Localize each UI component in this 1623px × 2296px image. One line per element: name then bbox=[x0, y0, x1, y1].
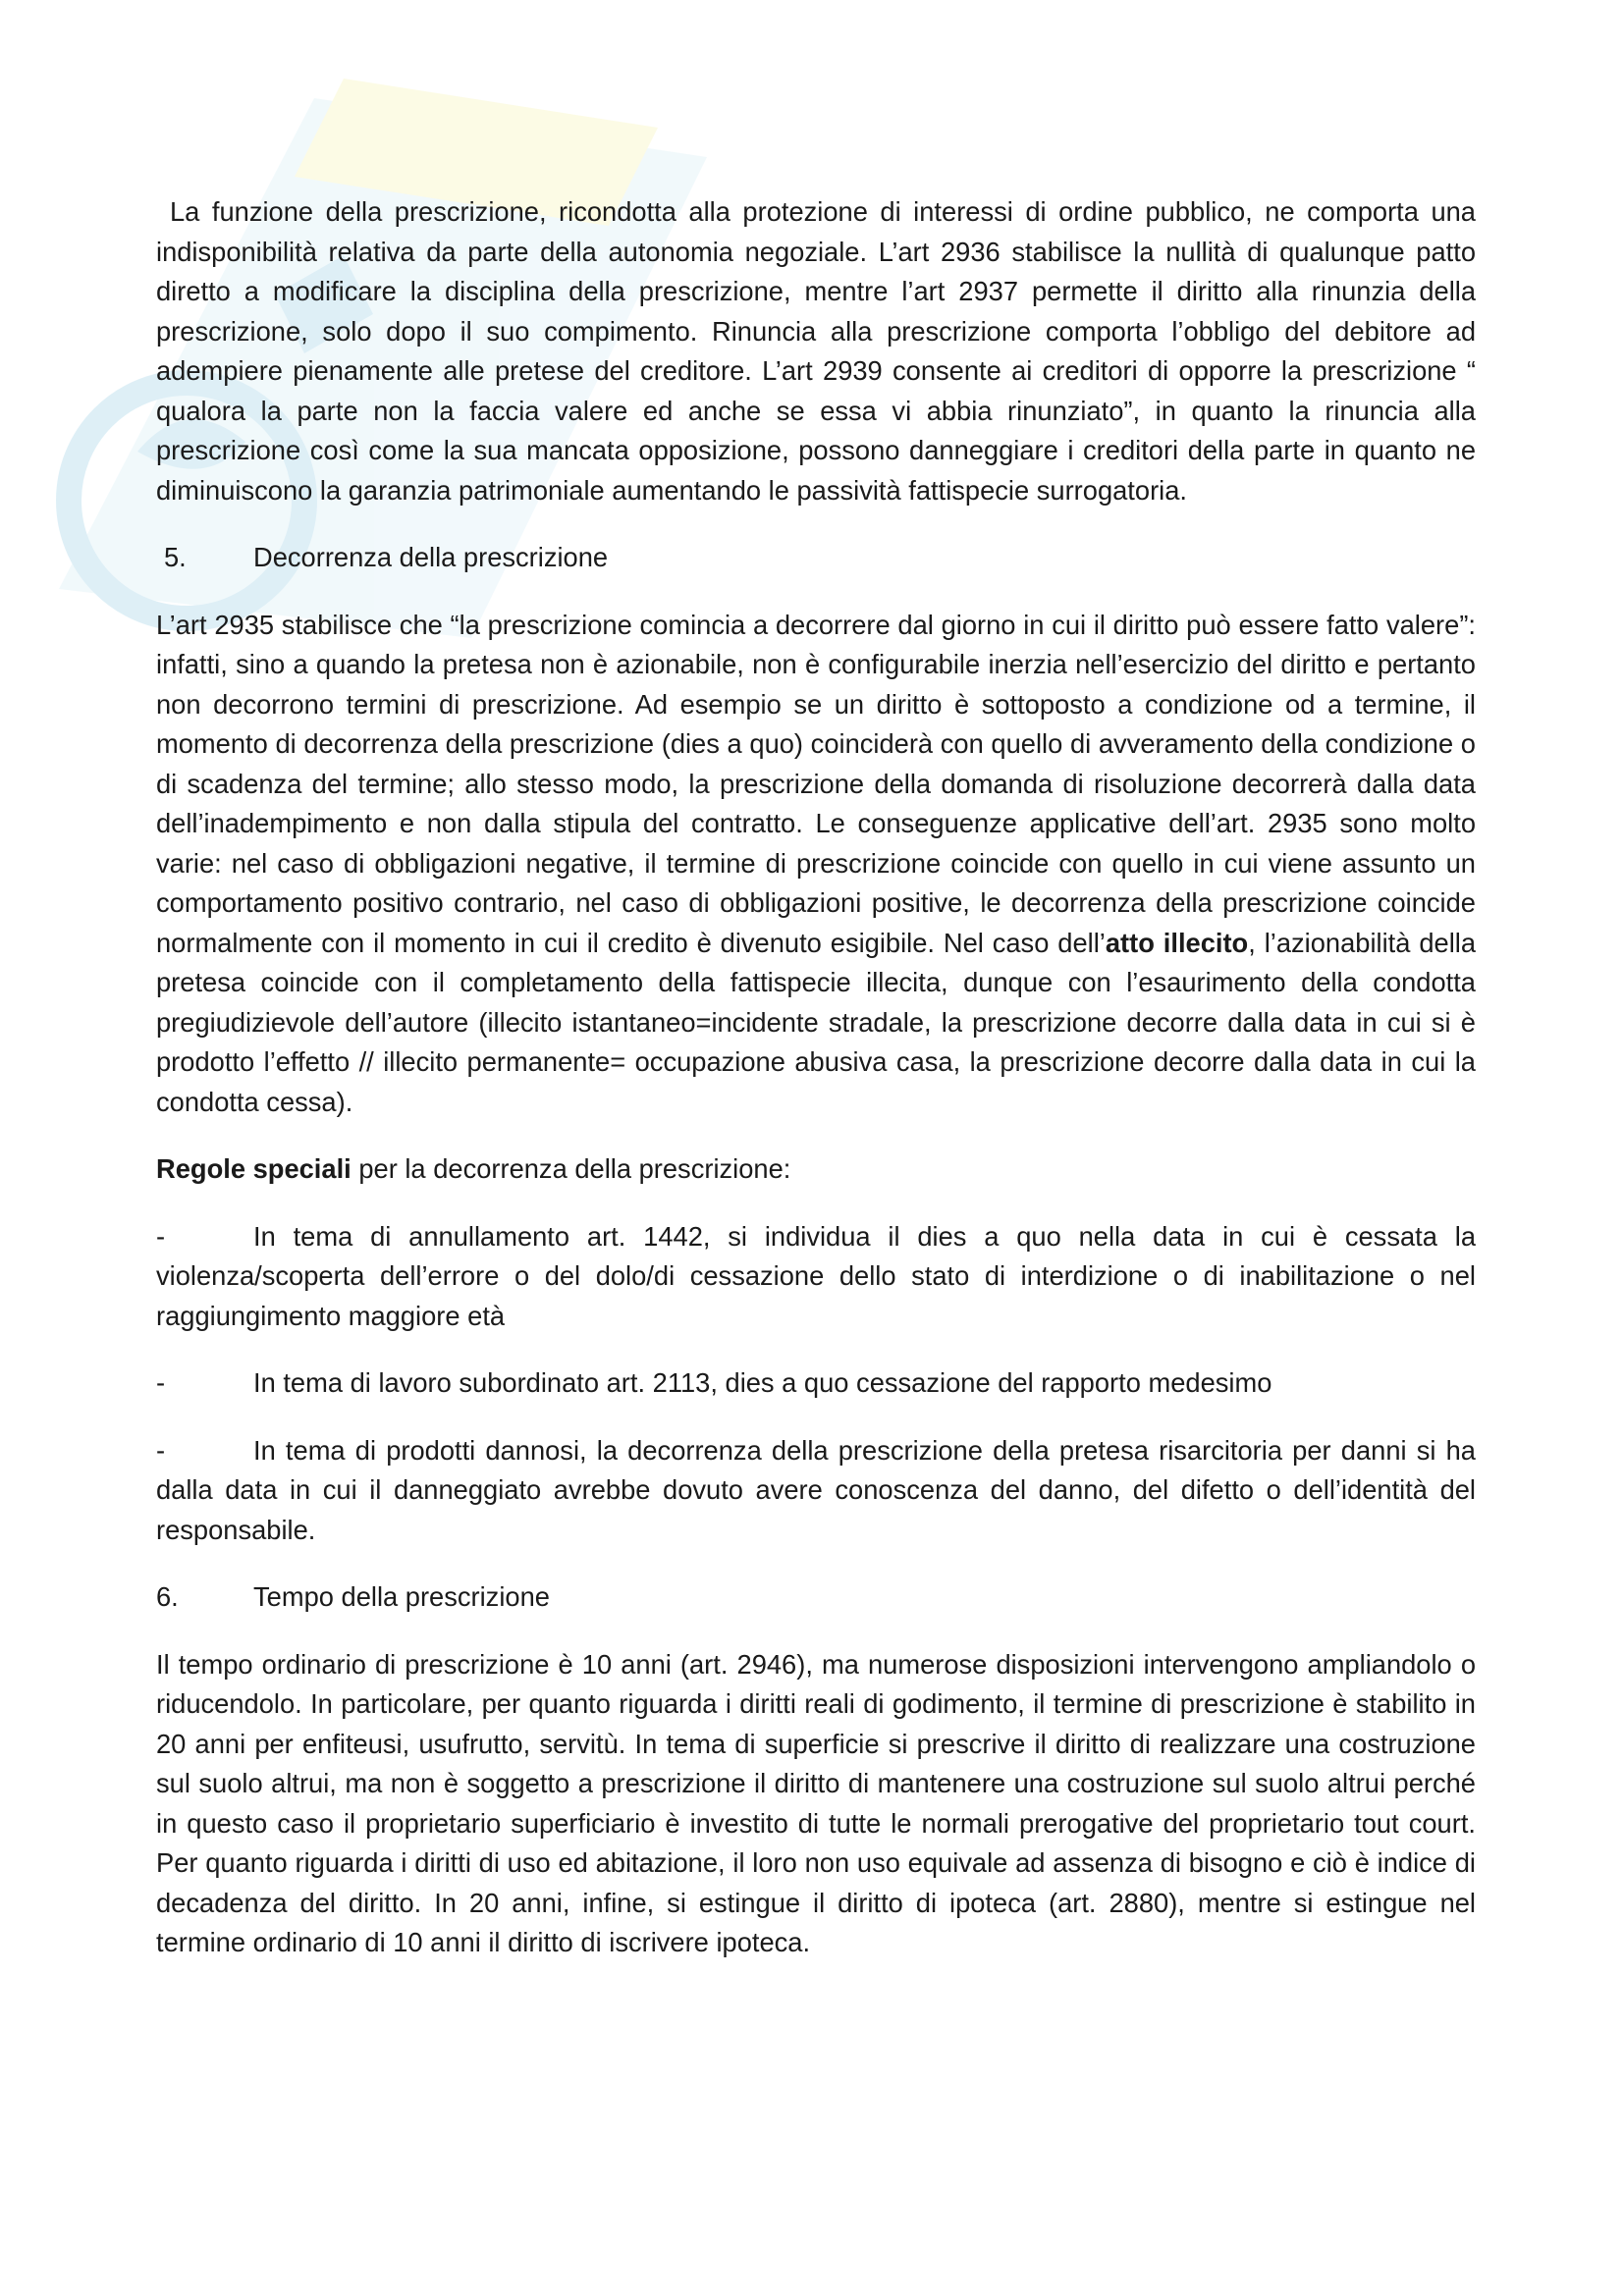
list-item-text: In tema di annullamento art. 1442, si individua il dies a quo nella data in cui è cessata la violenza/scoperta dell’errore o del dolo/di cessazione dello stato di interdizione o di inabilitazione o nel raggiungimento maggiore età bbox=[156, 1220, 1476, 1331]
paragraph-intro bbox=[156, 192, 1476, 510]
list-item-text: In tema di lavoro subordinato art. 2113, dies a quo cessazione del rapporto medesimo bbox=[253, 1367, 1272, 1398]
list-item bbox=[156, 1431, 1476, 1551]
regole-speciali-text: per la decorrenza della prescrizione: bbox=[351, 1153, 791, 1184]
list-item bbox=[156, 1217, 1476, 1337]
section-heading-6 bbox=[156, 1577, 1476, 1618]
document-page bbox=[156, 192, 1476, 1991]
list-item bbox=[156, 1363, 1476, 1404]
bold-term-atto-illecito: atto illecito bbox=[1105, 927, 1249, 958]
section-title: Decorrenza della prescrizione bbox=[253, 542, 609, 572]
paragraph-regole-speciali bbox=[156, 1149, 1476, 1190]
bullet-dash: - bbox=[156, 1367, 166, 1398]
paragraph-decorrenza-text-a: L’art 2935 stabilisce che “la prescrizione comincia a decorrere dal giorno in cui il diritto può essere fatto valere”: infatti, sino a quando la pretesa non è azionabile, non è configurabile inerzia nell’esercizio del diritto e pertanto non decorrono termini di prescrizione. Ad esempio se un diritto è sottoposto a condizione od a termine, il momento di decorrenza della prescrizione (dies a quo) coinciderà con quello di avveramento della condizione o di scadenza del termine; allo stesso modo, la prescrizione della domanda di risoluzione decorrerà dalla data dell’inadempimento e non dalla stipula del contratto. Le conseguenze applicative dell’art. 2935 sono molto varie: nel caso di obbligazioni negative, il termine di prescrizione coincide con quello in cui viene assunto un comportamento positivo contrario, nel caso di obbligazioni positive, le decorrenza della prescrizione coincide normalmente con il momento in cui il credito è divenuto esigibile. Nel caso dell’ bbox=[156, 609, 1476, 958]
bullet-dash: - bbox=[156, 1220, 166, 1252]
paragraph-tempo-text: Il tempo ordinario di prescrizione è 10 anni (art. 2946), ma numerose disposizioni intervengono ampliandolo o riducendolo. In particolare, per quanto riguarda i diritti reali di godimento, il termine di prescrizione è stabilito in 20 anni per enfiteusi, usufrutto, servitù. In tema di superficie si prescrive il diritto di realizzare una costruzione sul suolo altrui, ma non è soggetto a prescrizione il diritto di mantenere una costruzione sul suolo altrui perché in questo caso il proprietario superficiario è investito di tutte le normali prerogative del proprietario tout court. Per quanto riguarda i diritti di uso ed abitazione, il loro non uso equivale ad assenza di bisogno e ciò è indice di decadenza del diritto. In 20 anni, infine, si estingue il diritto di ipoteca (art. 2880), mentre si estingue nel termine ordinario di 10 anni il diritto di iscrivere ipoteca. bbox=[156, 1648, 1476, 1957]
paragraph-decorrenza-text-b: , l’azionabilità della pretesa coincide con il completamento della fattispecie illecita, dunque con l’esaurimento della condotta pregiudizievole dell’autore (illecito istantaneo=incidente stradale, la prescrizione decorre dalla data in cui si è prodotto l’effetto // illecito permanente= occupazione abusiva casa, la prescrizione decorre dalla data in cui la condotta cessa). bbox=[156, 927, 1477, 1117]
section-heading-5 bbox=[156, 538, 1476, 578]
list-item-text: In tema di prodotti dannosi, la decorrenza della prescrizione della pretesa risarcitoria per danni si ha dalla data in cui il danneggiato avrebbe dovuto avere conoscenza del danno, del difetto o dell’identità del responsabile. bbox=[156, 1434, 1476, 1545]
bold-term-regole-speciali: Regole speciali bbox=[156, 1153, 352, 1184]
section-number: 6. bbox=[156, 1581, 179, 1612]
paragraph-decorrenza bbox=[156, 606, 1476, 1123]
paragraph-intro-text: La funzione della prescrizione, ricondotta alla protezione di interessi di ordine pubblico, ne comporta una indisponibilità relativa da parte della autonomia negoziale. L’art 2936 stabilisce la nullità di qualunque patto diretto a modificare la disciplina della prescrizione, mentre l’art 2937 permette il diritto alla rinunzia della prescrizione, solo dopo il suo compimento. Rinuncia alla prescrizione comporta l’obbligo del debitore ad adempiere pienamente alle pretese del creditore. L’art 2939 consente ai creditori di opporre la prescrizione “ qualora la parte non la faccia valere ed anche se essa vi abbia rinunziato”, in quanto la rinuncia alla prescrizione così come la sua mancata opposizione, possono danneggiare i creditori della parte in quanto ne diminuiscono la garanzia patrimoniale aumentando le passività fattispecie surrogatoria. bbox=[156, 196, 1476, 506]
section-title: Tempo della prescrizione bbox=[253, 1581, 550, 1612]
section-number: 5. bbox=[164, 542, 187, 572]
paragraph-tempo bbox=[156, 1645, 1476, 1963]
bullet-dash: - bbox=[156, 1434, 166, 1466]
